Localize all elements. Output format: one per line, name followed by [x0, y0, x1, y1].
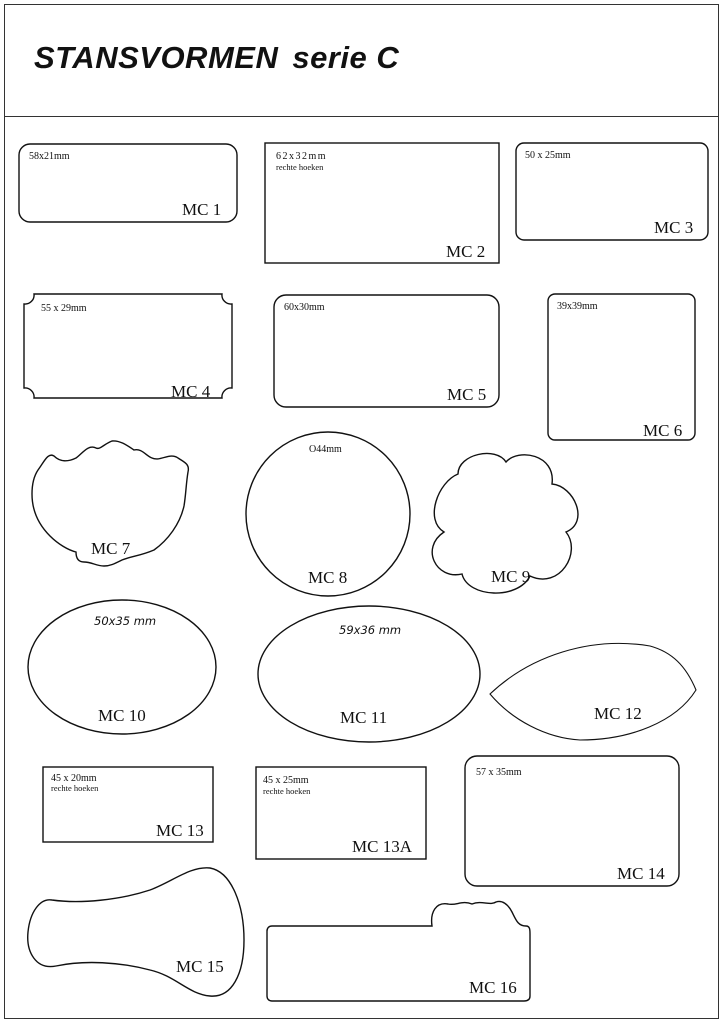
title-series: serie C — [292, 40, 400, 75]
shape-mc3 — [516, 143, 708, 240]
mc2-size: 62x32mm — [276, 151, 328, 162]
mc15-outline — [28, 868, 244, 996]
mc6-size: 39x39mm — [557, 301, 598, 312]
mc4-size: 55 x 29mm — [41, 303, 87, 314]
mc8-size: O44mm — [309, 444, 342, 455]
mc1-code: MC 1 — [182, 200, 222, 219]
mc7-code: MC 7 — [91, 539, 131, 558]
shape-mc6 — [548, 294, 695, 440]
mc14-code: MC 14 — [617, 864, 665, 883]
shape-mc14 — [465, 756, 679, 886]
mc3-code: MC 3 — [654, 218, 694, 237]
mc14-size: 57 x 35mm — [476, 767, 522, 778]
mc13a-code: MC 13A — [352, 837, 412, 856]
mc10-size: 50x35 mm — [94, 614, 157, 628]
mc6-outline — [548, 294, 695, 440]
shape-mc7 — [32, 441, 188, 566]
shape-mc4 — [24, 294, 232, 401]
mc13a-note: rechte hoeken — [263, 786, 311, 796]
shape-mc15 — [28, 868, 244, 996]
mc10-code: MC 10 — [98, 706, 146, 725]
mc2-note: rechte hoeken — [276, 162, 324, 172]
mc11-code: MC 11 — [340, 708, 388, 727]
mc12-outline — [490, 643, 696, 740]
mc2-code: MC 2 — [446, 242, 486, 261]
mc16-code: MC 16 — [469, 978, 517, 997]
shape-mc11 — [258, 606, 480, 742]
mc13-note: rechte hoeken — [51, 783, 99, 793]
mc13a-size: 45 x 25mm — [263, 775, 309, 786]
shape-mc2 — [265, 143, 499, 263]
mc5-code: MC 5 — [447, 385, 487, 404]
shape-mc1 — [19, 144, 237, 222]
shape-mc10 — [28, 600, 216, 734]
title-main: STANSVORMEN — [34, 40, 279, 75]
shape-mc16 — [267, 901, 530, 1001]
mc9-code: MC 9 — [491, 567, 531, 586]
mc6-code: MC 6 — [643, 421, 683, 440]
mc11-size: 59x36 mm — [339, 623, 402, 637]
mc5-size: 60x30mm — [284, 302, 325, 313]
mc13-size: 45 x 20mm — [51, 773, 97, 784]
mc4-code: MC 4 — [171, 382, 211, 401]
shape-mc12 — [490, 643, 696, 740]
shape-mc13 — [43, 767, 213, 842]
mc3-size: 50 x 25mm — [525, 150, 571, 161]
shape-mc8 — [246, 432, 410, 596]
shape-mc13a — [256, 767, 426, 859]
mc12-code: MC 12 — [594, 704, 642, 723]
mc13-code: MC 13 — [156, 821, 204, 840]
mc8-code: MC 8 — [308, 568, 348, 587]
shape-mc9 — [432, 453, 578, 593]
mc1-size: 58x21mm — [29, 151, 70, 162]
mc15-code: MC 15 — [176, 957, 224, 976]
shape-mc5 — [274, 295, 499, 407]
